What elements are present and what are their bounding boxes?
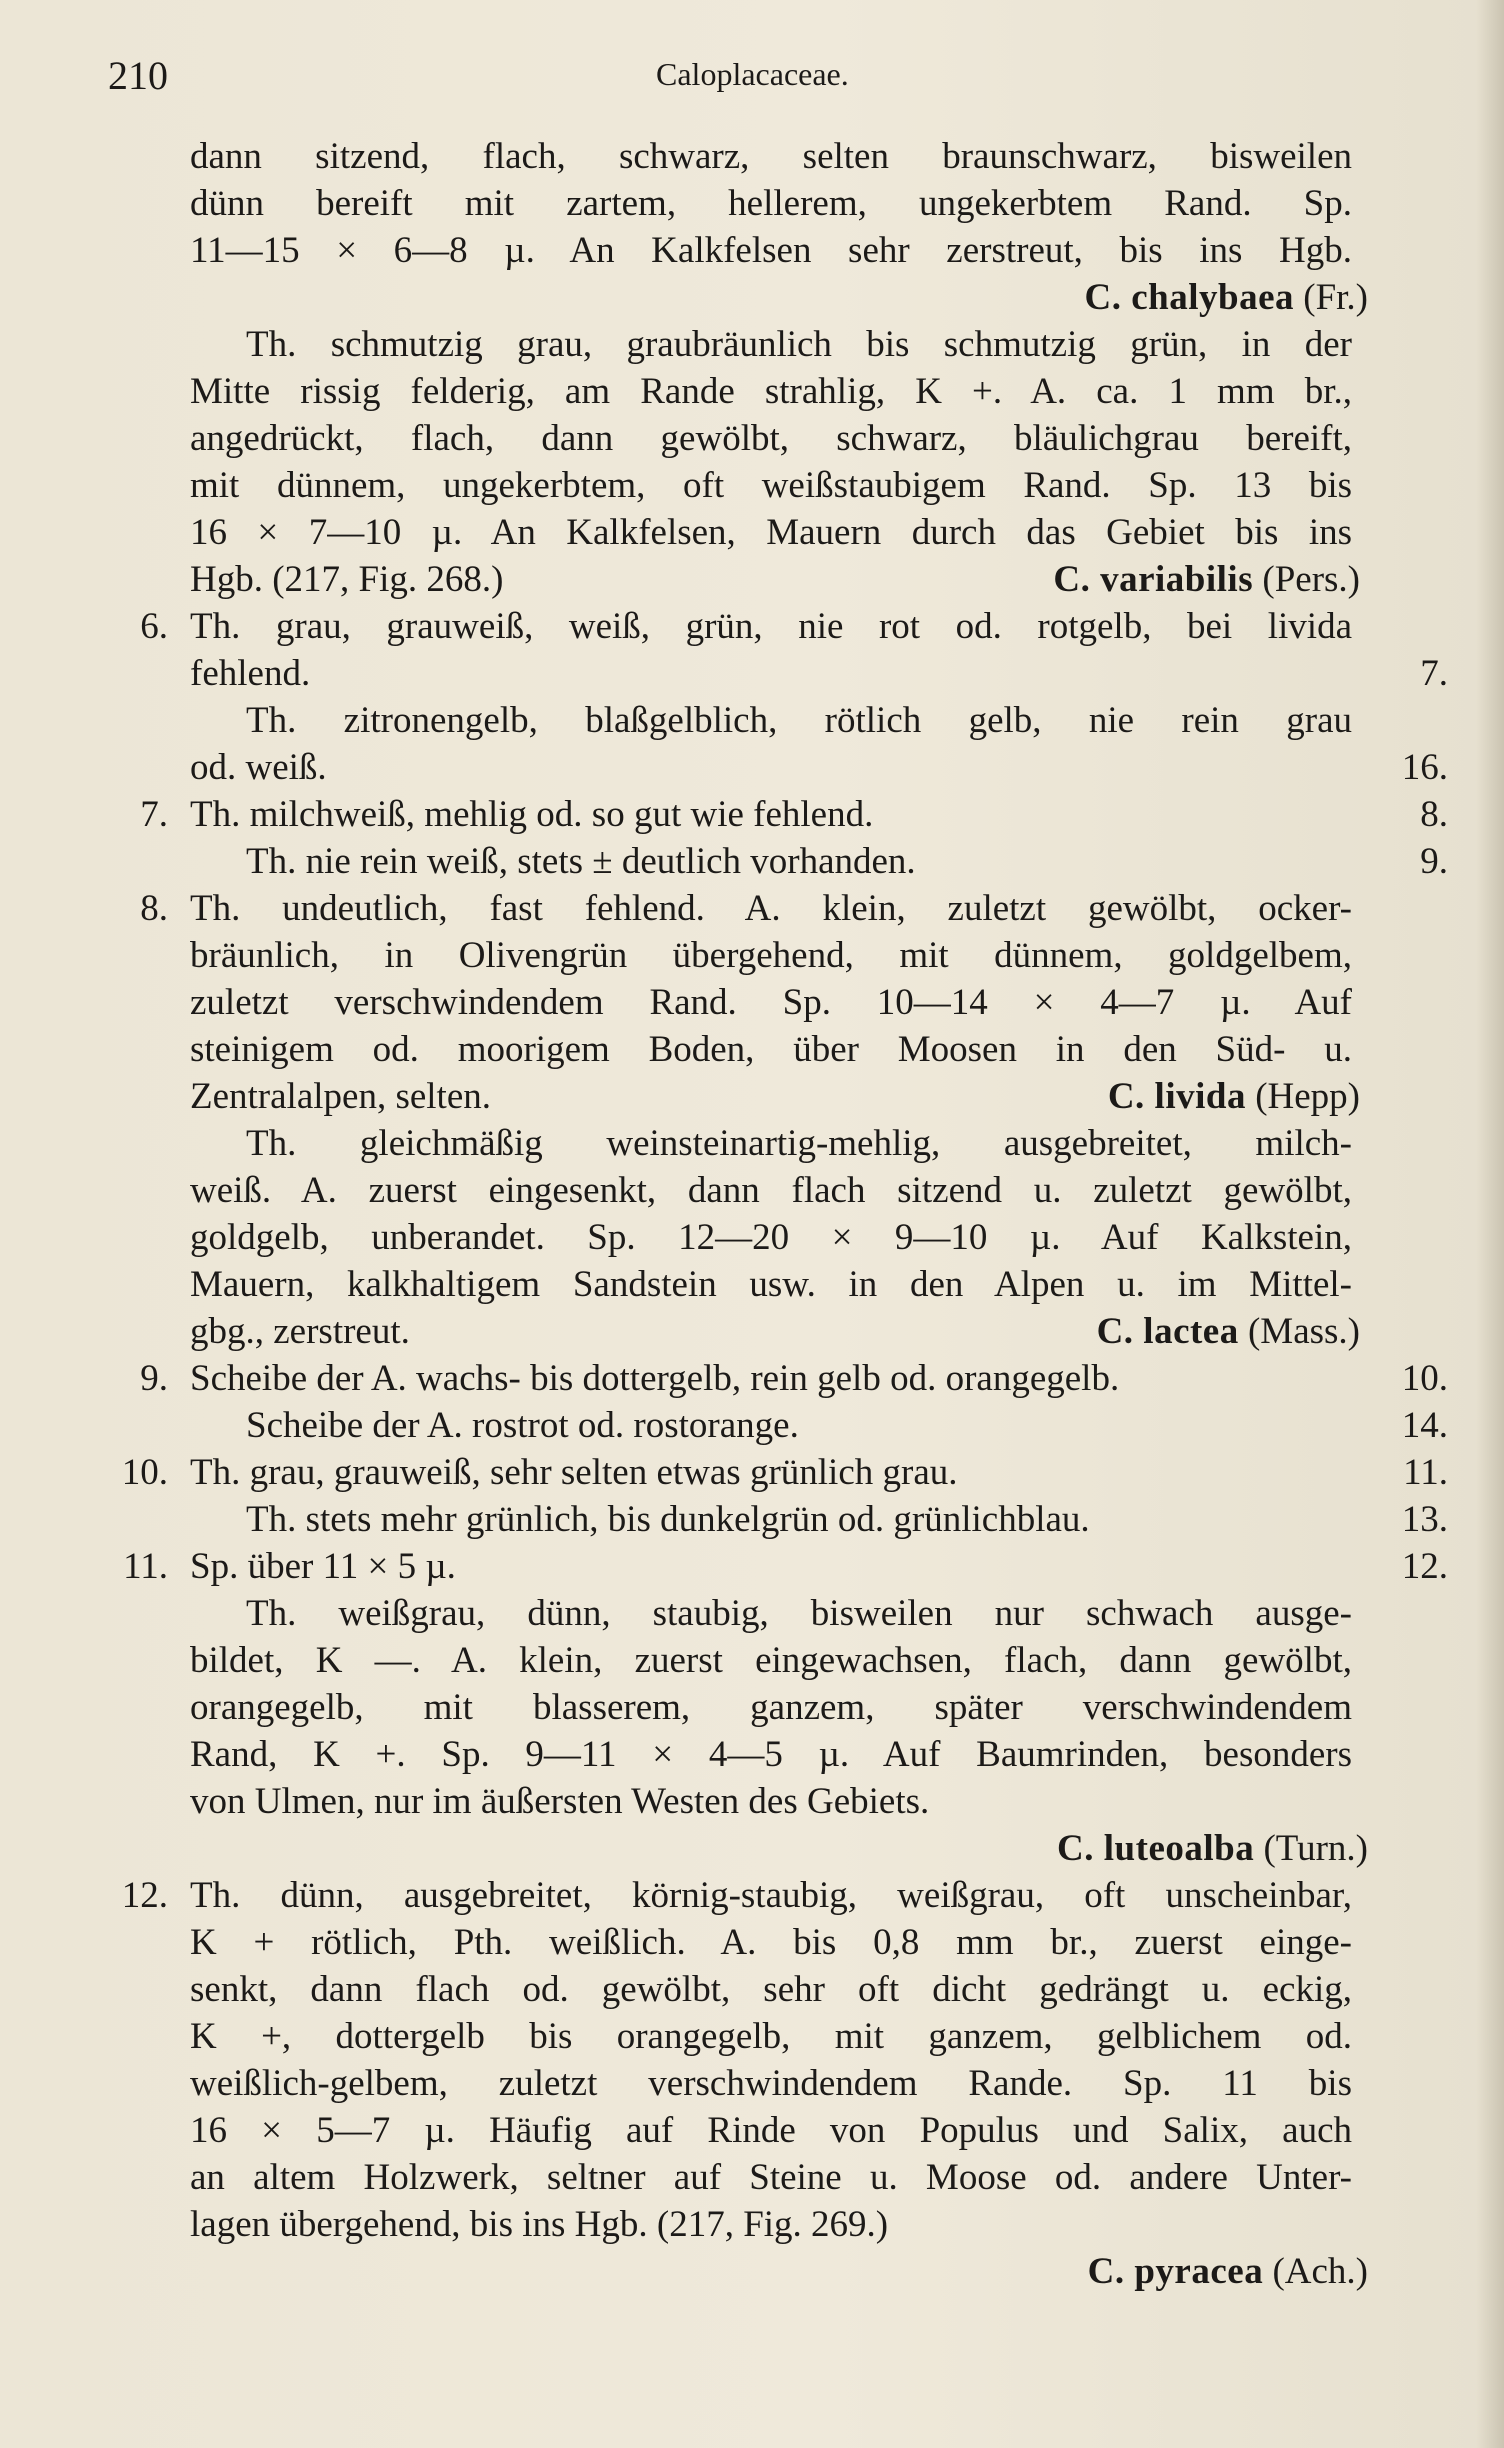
text-line (108, 791, 1448, 838)
line-text: dann sitzend, flach, schwarz, selten braunschwarz, bisweilen (190, 136, 1352, 177)
line-text: fehlend. (190, 653, 311, 694)
line-text: Th. undeutlich, fast fehlend. A. klein, zuletzt gewölbt, ocker- (190, 888, 1352, 929)
line-text: bildet, K —. A. klein, zuerst eingewachsen, flach, dann gewölbt, (190, 1640, 1352, 1681)
text-line (108, 1872, 1448, 1919)
text-line (108, 1637, 1448, 1684)
text-line (108, 321, 1448, 368)
couplet-number: 10. (121, 1452, 168, 1493)
text-line (108, 1120, 1448, 1167)
text-line (108, 1684, 1448, 1731)
species-name (1057, 1825, 1368, 1872)
line-text: an altem Holzwerk, seltner auf Steine u. Moose od. andere Unter- (190, 2157, 1352, 2198)
text-line (108, 1355, 1448, 1402)
line-text: zuletzt verschwindendem Rand. Sp. 10—14 × 4—7 µ. Auf (190, 982, 1352, 1023)
species-author: (Pers.) (1262, 559, 1360, 600)
text-line (108, 1543, 1448, 1590)
text-line (108, 744, 1448, 791)
text-line (108, 1214, 1448, 1261)
species-name (1088, 2248, 1368, 2295)
text-line (108, 2107, 1448, 2154)
text-line (108, 2013, 1448, 2060)
couplet-number: 11. (123, 1546, 168, 1587)
species-binomial: C. luteoalba (1057, 1828, 1255, 1869)
species-author: (Ach.) (1272, 2251, 1368, 2292)
lead-reference: 13. (1401, 1499, 1448, 1540)
text-line (108, 885, 1448, 932)
text-line (108, 1919, 1448, 1966)
lead-reference: 14. (1401, 1405, 1448, 1446)
species-binomial: C. pyracea (1087, 2251, 1264, 2292)
species-author: (Hepp) (1255, 1076, 1360, 1117)
lead-reference: 10. (1401, 1358, 1448, 1399)
line-text: Scheibe der A. rostrot od. rostorange. (246, 1405, 799, 1446)
line-text: Hgb. (217, Fig. 268.) (190, 559, 504, 600)
species-author: (Turn.) (1263, 1828, 1368, 1869)
species-name-line (108, 1825, 1448, 1872)
line-text: von Ulmen, nur im äußersten Westen des Gebiets. (190, 1781, 930, 1822)
page-header (108, 52, 1448, 112)
species-binomial: C. livida (1107, 1076, 1246, 1117)
lead-reference: 11. (1403, 1452, 1448, 1493)
line-text: weißlich-gelbem, zuletzt verschwindendem Rande. Sp. 11 bis (190, 2063, 1352, 2104)
line-text: angedrückt, flach, dann gewölbt, schwarz, bläulichgrau bereift, (190, 418, 1352, 459)
page-number: 210 (108, 53, 168, 98)
text-line (108, 1496, 1448, 1543)
line-text: Zentralalpen, selten. (190, 1076, 492, 1117)
line-text: K + rötlich, Pth. weißlich. A. bis 0,8 mm br., zuerst einge- (190, 1922, 1352, 1963)
text-line (108, 180, 1448, 227)
text-line (108, 1778, 1448, 1825)
line-text: Mauern, kalkhaltigem Sandstein usw. in den Alpen u. im Mittel- (190, 1264, 1352, 1305)
species-author: (Fr.) (1303, 277, 1368, 318)
text-line (108, 932, 1448, 979)
line-text: bräunlich, in Olivengrün übergehend, mit dünnem, goldgelbem, (190, 935, 1352, 976)
line-text: Th. dünn, ausgebreitet, körnig-staubig, weißgrau, oft unscheinbar, (190, 1875, 1352, 1916)
text-line (108, 415, 1448, 462)
lead-reference: 9. (1420, 841, 1448, 882)
text-line (108, 1167, 1448, 1214)
text-line (108, 133, 1448, 180)
line-text: 16 × 7—10 µ. An Kalkfelsen, Mauern durch das Gebiet bis ins (190, 512, 1352, 553)
text-line (108, 603, 1448, 650)
line-text: goldgelb, unberandet. Sp. 12—20 × 9—10 µ. Auf Kalkstein, (190, 1217, 1352, 1258)
text-line (108, 979, 1448, 1026)
lead-reference: 12. (1401, 1546, 1448, 1587)
line-text: Th. milchweiß, mehlig od. so gut wie fehlend. (190, 794, 874, 835)
text-line (108, 462, 1448, 509)
line-text: Th. grau, grauweiß, weiß, grün, nie rot od. rotgelb, bei livida (190, 606, 1352, 647)
key-text-body (108, 133, 1448, 2295)
line-text: mit dünnem, ungekerbtem, oft weißstaubigem Rand. Sp. 13 bis (190, 465, 1352, 506)
line-text: Th. zitronengelb, blaßgelblich, rötlich gelb, nie rein grau (246, 700, 1352, 741)
line-text: Th. grau, grauweiß, sehr selten etwas grünlich grau. (190, 1452, 958, 1493)
couplet-number: 8. (140, 888, 168, 929)
line-text: Mitte rissig felderig, am Rande strahlig, K +. A. ca. 1 mm br., (190, 371, 1352, 412)
line-text: Th. nie rein weiß, stets ± deutlich vorhanden. (246, 841, 916, 882)
text-line (108, 650, 1448, 697)
line-text: senkt, dann flach od. gewölbt, sehr oft dicht gedrängt u. eckig, (190, 1969, 1352, 2010)
line-text: Th. weißgrau, dünn, staubig, bisweilen nur schwach ausge- (246, 1593, 1352, 1634)
line-text: Th. stets mehr grünlich, bis dunkelgrün od. grünlichblau. (246, 1499, 1090, 1540)
text-line (108, 1449, 1448, 1496)
couplet-number: 7. (140, 794, 168, 835)
species-name-line (108, 2248, 1448, 2295)
text-line (108, 697, 1448, 744)
text-line (108, 368, 1448, 415)
species-name (1053, 556, 1360, 603)
species-name (1108, 1073, 1360, 1120)
line-text: steinigem od. moorigem Boden, über Moosen in den Süd- u. (190, 1029, 1352, 1070)
text-line (108, 1966, 1448, 2013)
species-name-line (108, 274, 1448, 321)
line-text: 16 × 5—7 µ. Häufig auf Rinde von Populus und Salix, auch (190, 2110, 1352, 2151)
species-binomial: C. variabilis (1053, 559, 1254, 600)
line-text: dünn bereift mit zartem, hellerem, ungekerbtem Rand. Sp. (190, 183, 1352, 224)
page-edge-shadow (1476, 0, 1504, 2448)
text-line (108, 1073, 1448, 1120)
text-line (108, 1026, 1448, 1073)
text-line (108, 556, 1448, 603)
line-text: lagen übergehend, bis ins Hgb. (217, Fig. 269.) (190, 2204, 889, 2245)
species-binomial: C. lactea (1096, 1311, 1239, 1352)
line-text: Scheibe der A. wachs- bis dottergelb, rein gelb od. orangegelb. (190, 1358, 1120, 1399)
text-line (108, 1731, 1448, 1778)
species-name (1097, 1308, 1360, 1355)
text-line (108, 1590, 1448, 1637)
lead-reference: 16. (1401, 747, 1448, 788)
line-text: Rand, K +. Sp. 9—11 × 4—5 µ. Auf Baumrinden, besonders (190, 1734, 1352, 1775)
text-line (108, 2201, 1448, 2248)
line-text: od. weiß. (190, 747, 327, 788)
lead-reference: 7. (1420, 653, 1448, 694)
text-line (108, 2060, 1448, 2107)
couplet-number: 9. (140, 1358, 168, 1399)
line-text: K +, dottergelb bis orangegelb, mit ganzem, gelblichem od. (190, 2016, 1352, 2057)
couplet-number: 6. (140, 606, 168, 647)
text-line (108, 2154, 1448, 2201)
text-line (108, 227, 1448, 274)
line-text: orangegelb, mit blasserem, ganzem, später verschwindendem (190, 1687, 1352, 1728)
species-binomial: C. chalybaea (1084, 277, 1294, 318)
text-line (108, 1261, 1448, 1308)
text-line (108, 509, 1448, 556)
line-text: Sp. über 11 × 5 µ. (190, 1546, 456, 1587)
line-text: weiß. A. zuerst eingesenkt, dann flach sitzend u. zuletzt gewölbt, (190, 1170, 1352, 1211)
text-line (108, 1308, 1448, 1355)
line-text: 11—15 × 6—8 µ. An Kalkfelsen sehr zerstreut, bis ins Hgb. (190, 230, 1352, 271)
text-line (108, 838, 1448, 885)
line-text: Th. schmutzig grau, graubräunlich bis schmutzig grün, in der (246, 324, 1352, 365)
couplet-number: 12. (121, 1875, 168, 1916)
line-text: gbg., zerstreut. (190, 1311, 410, 1352)
species-name (1085, 274, 1369, 321)
lead-reference: 8. (1420, 794, 1448, 835)
running-title: Caloplacaceae. (656, 56, 849, 92)
text-line (108, 1402, 1448, 1449)
species-author: (Mass.) (1247, 1311, 1360, 1352)
line-text: Th. gleichmäßig weinsteinartig-mehlig, ausgebreitet, milch- (246, 1123, 1352, 1164)
